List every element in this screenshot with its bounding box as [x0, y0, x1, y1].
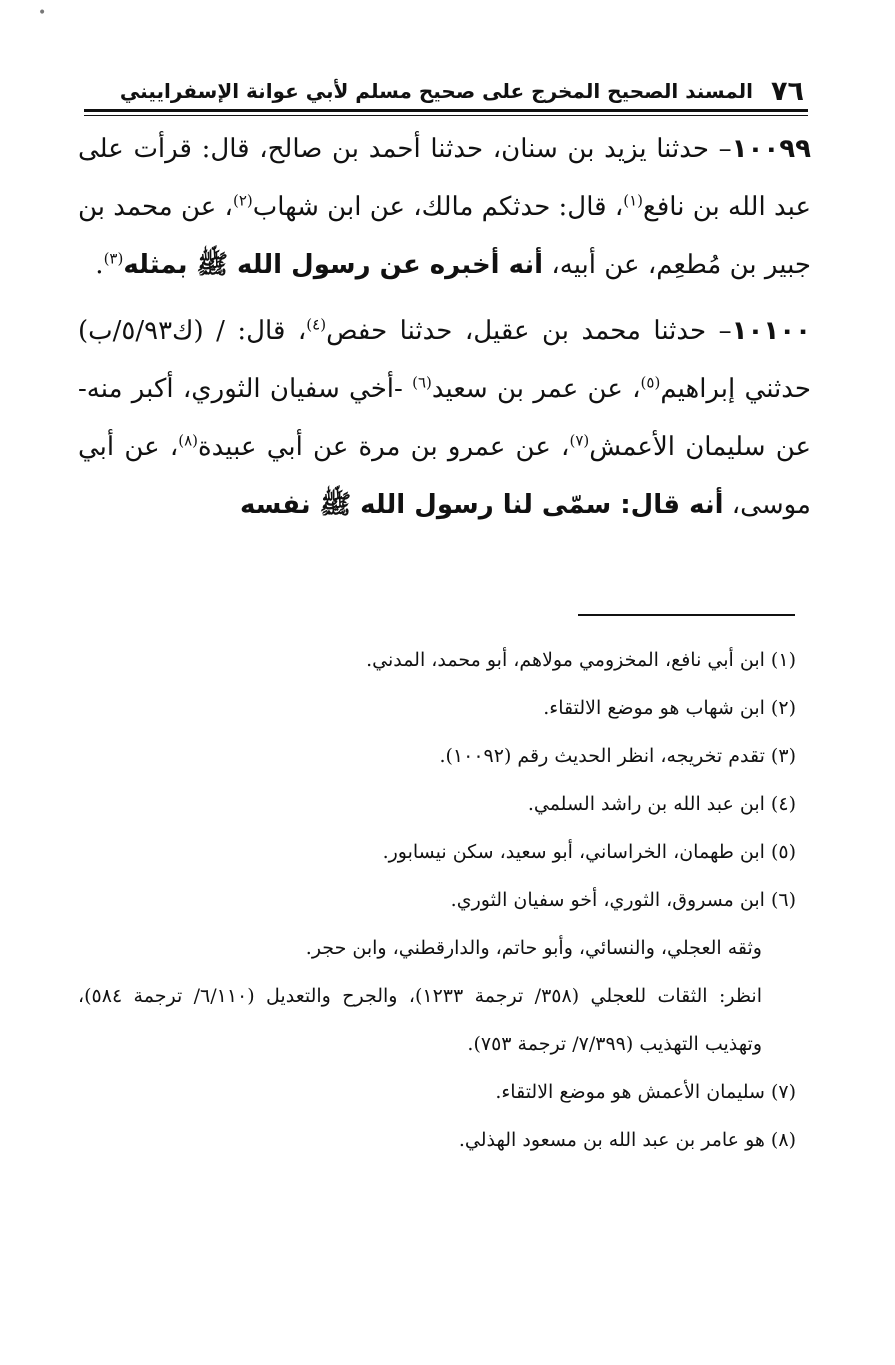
footnote-6: (٦) ابن مسروق، الثوري، أخو سفيان الثوري.: [450, 889, 796, 911]
hadith-text: ، قال: / (ك٥/٩٣/ب) حدثني إبراهيم: [78, 316, 811, 404]
hadith-text: ، عن محمد بن جبير بن مُطعِم، عن أبيه،: [78, 192, 811, 280]
footnote-6-references: انظر: الثقات للعجلي (٣٥٨/ ترجمة ١٢٣٣)، والجرح والتعديل (٦/١١٠/ ترجمة ٥٨٤)، وتهذيب التهذيب (٧/٣٩٩/ ترجمة ٧٥٣).: [78, 985, 762, 1055]
footnote-ref-3[interactable]: (٣): [103, 249, 124, 268]
hadith-text: -أخي سفيان الثوري، أكبر منه- عن سليمان الأعمش: [78, 374, 811, 462]
footnote-ref-4[interactable]: (٤): [306, 315, 327, 334]
corner-mark: •: [38, 5, 47, 21]
hadith-text: ، عن أبي موسى،: [78, 432, 811, 520]
hadith-text: – حدثنا يزيد بن سنان، حدثنا أحمد بن صالح، قال: قرأت على عبد الله بن نافع: [78, 134, 811, 222]
footnote-ref-6[interactable]: (٦): [412, 373, 432, 392]
footnote-3: (٣) تقدم تخريجه، انظر الحديث رقم (١٠٠٩٢).: [439, 745, 796, 767]
header-rule-thin: [84, 115, 808, 116]
footnote-ref-2[interactable]: (٢): [232, 191, 253, 210]
footnote-ref-8[interactable]: (٨): [178, 431, 199, 450]
footnote-8: (٨) هو عامر بن عبد الله بن مسعود الهذلي.: [458, 1129, 796, 1151]
hadith-text: ، عن عمرو بن مرة عن أبي عبيدة: [198, 432, 570, 462]
page-number: ٧٦: [771, 75, 804, 107]
hadith-10100: [78, 302, 811, 534]
hadith-10099: [78, 120, 811, 294]
header-rule-thick: [84, 109, 808, 112]
footnotes: [78, 636, 796, 1164]
footnote-5: (٥) ابن طهمان، الخراساني، أبو سعيد، سكن نيسابور.: [382, 841, 796, 863]
hadith-number: ١٠١٠٠: [731, 316, 811, 346]
hadith-text: ، قال: حدثكم مالك، عن ابن شهاب: [252, 192, 624, 222]
hadith-number: ١٠٠٩٩: [731, 134, 811, 164]
hadith-text: – حدثنا محمد بن عقيل، حدثنا حفص: [326, 316, 732, 346]
footnote-7: (٧) سليمان الأعمش هو موضع الالتقاء.: [495, 1081, 796, 1103]
hadith-text: ، عن عمر بن سعيد: [431, 374, 641, 404]
footnote-separator: [578, 614, 795, 616]
footnote-1: (١) ابن أبي نافع، المخزومي مولاهم، أبو محمد، المدني.: [366, 649, 796, 671]
footnote-2: (٢) ابن شهاب هو موضع الالتقاء.: [543, 697, 796, 719]
page-header: [84, 72, 804, 110]
hadith-matn: أنه أخبره عن رسول الله ﷺ بمثله: [123, 250, 544, 280]
footnote-4: (٤) ابن عبد الله بن راشد السلمي.: [527, 793, 796, 815]
footnote-ref-7[interactable]: (٧): [569, 431, 590, 450]
hadith-matn: أنه قال: سمّى لنا رسول الله ﷺ نفسه: [239, 490, 724, 520]
hadith-text: .: [95, 250, 104, 280]
main-text: [78, 120, 811, 534]
footnote-ref-5[interactable]: (٥): [640, 373, 661, 392]
footnote-ref-1[interactable]: (١): [623, 191, 643, 210]
footnote-6-authentication: وثقه العجلي، والنسائي، وأبو حاتم، والدارقطني، وابن حجر.: [305, 937, 762, 959]
running-title: المسند الصحيح المخرج على صحيح مسلم لأبي عوانة الإسفراييني: [119, 79, 754, 103]
